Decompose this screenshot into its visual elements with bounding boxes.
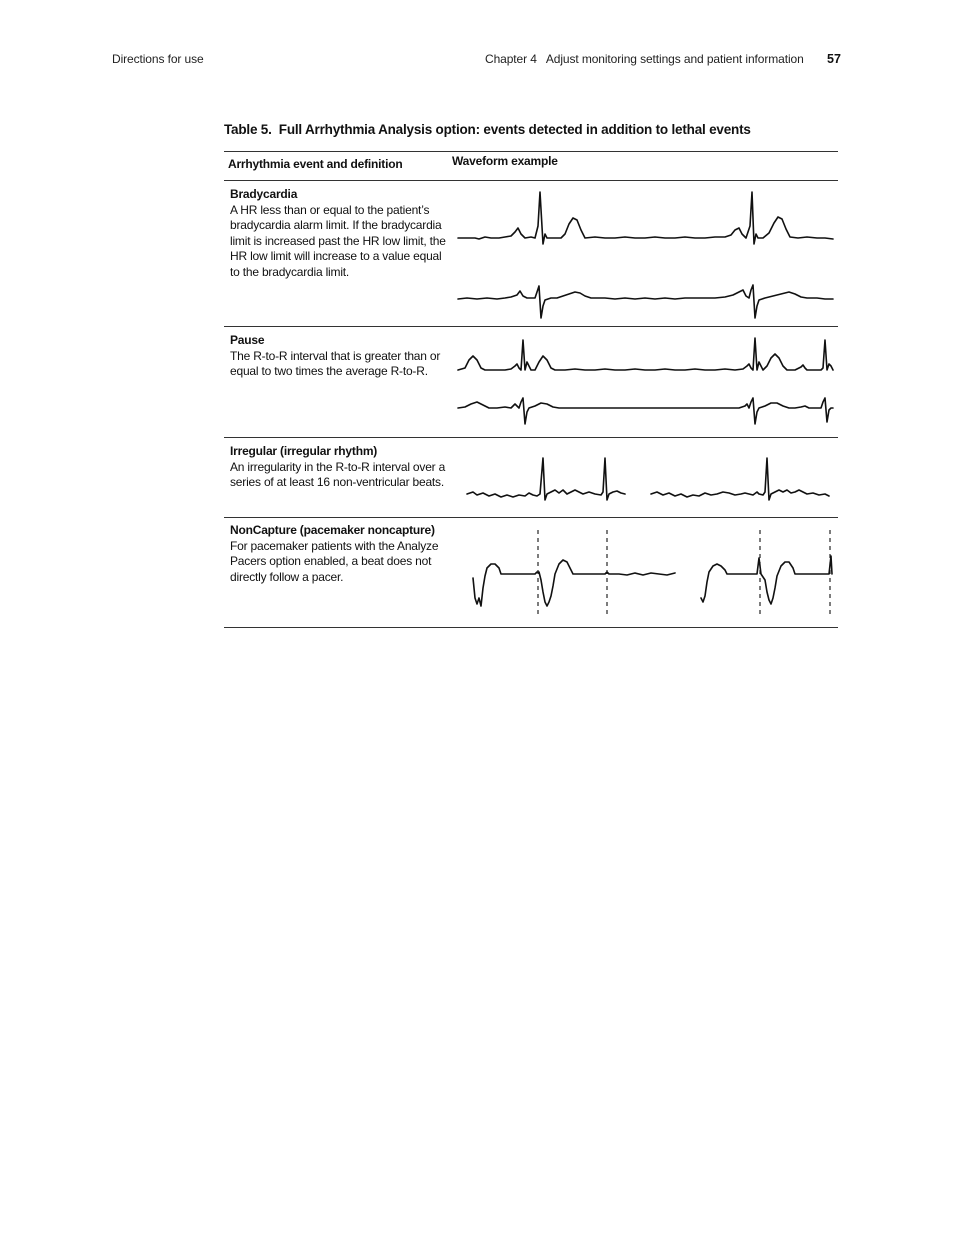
event-definition: A HR less than or equal to the patient’s bradycardia alarm limit. If the bradycardia limit is increased past the HR low limit, the HR low limit will increase to a value equal to the bradycardia limit. [230, 202, 446, 279]
row-rule [224, 326, 838, 327]
running-header-chapter: Chapter 4 Adjust monitoring settings and patient information [485, 52, 804, 66]
event-definition: For pacemaker patients with the Analyze Pacers option enabled, a beat does not directly follow a pacer. [230, 538, 439, 584]
event-title: Bradycardia [230, 187, 298, 201]
row-rule [224, 517, 838, 518]
table-row-irregular [230, 444, 448, 491]
table-row-pause [230, 333, 448, 380]
bradycardia-waveform [455, 186, 837, 322]
page-number: 57 [827, 52, 841, 66]
table-bottom-rule [224, 627, 838, 628]
irregular-waveform [455, 452, 837, 512]
event-title: Pause [230, 333, 265, 347]
header-rule [224, 180, 838, 181]
column-header-event: Arrhythmia event and definition [228, 157, 403, 171]
column-header-waveform: Waveform example [452, 154, 558, 168]
event-title: NonCapture (pacemaker noncapture) [230, 523, 435, 537]
pause-waveform [455, 332, 837, 432]
event-definition: The R-to-R interval that is greater than or equal to two times the average R-to-R. [230, 348, 441, 379]
table-caption: Table 5. Full Arrhythmia Analysis option: events detected in addition to lethal events [224, 122, 751, 137]
event-definition: An irregularity in the R-to-R interval over a series of at least 16 non-ventricular beats. [230, 459, 446, 490]
row-rule [224, 437, 838, 438]
table-top-rule [224, 151, 838, 152]
noncapture-waveform [455, 526, 837, 622]
running-header-left: Directions for use [112, 52, 204, 66]
table-row-bradycardia [230, 187, 448, 281]
table-row-noncapture [230, 523, 448, 585]
event-title: Irregular (irregular rhythm) [230, 444, 378, 458]
